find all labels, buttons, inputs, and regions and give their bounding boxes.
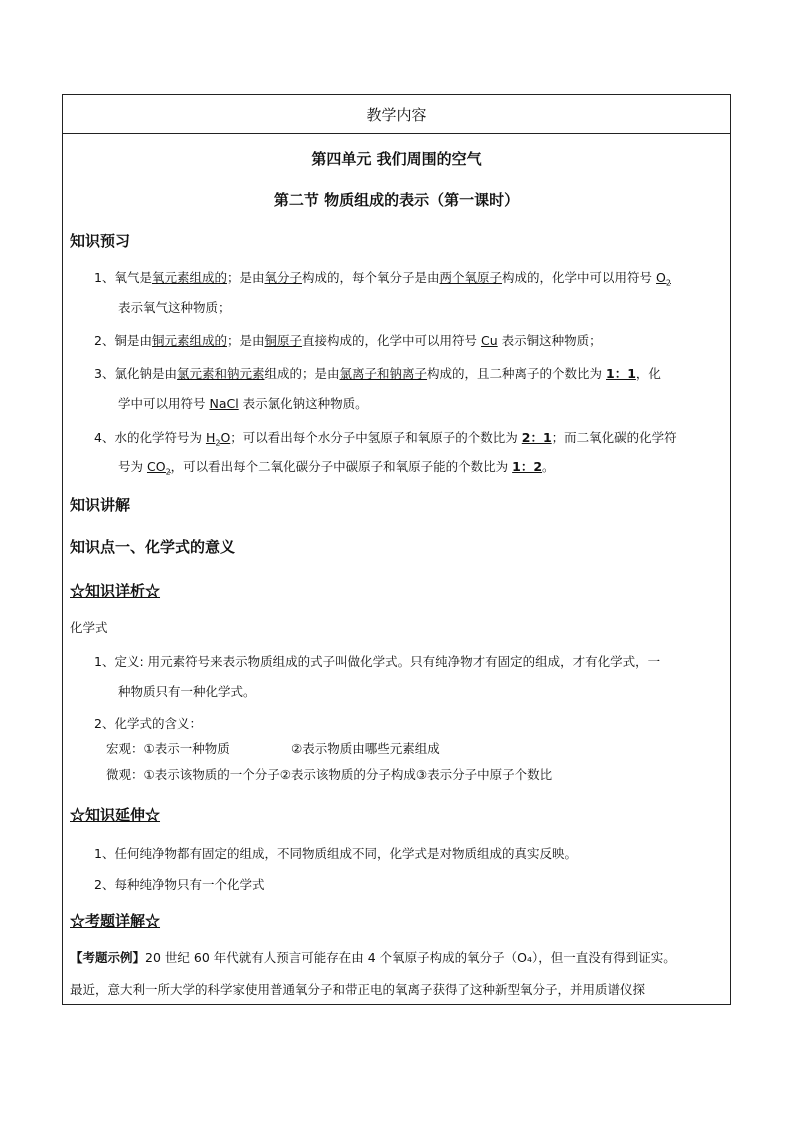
preview-item-1: 1、氧气是氧元素组成的；是由氧分子构成的，每个氧分子是由两个氧原子构成的，化学中可以用符号 $O_2$ xyxy=(94,270,671,288)
preview-item-1-line2: 表示氧气这种物质； xyxy=(118,300,231,315)
table-header: 教学内容 xyxy=(63,95,730,134)
extension-heading: ☆知识延伸☆ xyxy=(70,806,161,824)
co2-symbol: $CO_2$ xyxy=(146,459,171,477)
preview-heading: 知识预习 xyxy=(70,232,131,250)
analysis-label: 化学式 xyxy=(70,620,108,635)
preview-item-3-line2: 学中可以用符号 NaCl 表示氯化钠这种物质。 xyxy=(118,396,368,411)
preview-item-3: 3、氯化钠是由氯元素和钠元素组成的；是由氯离子和钠离子构成的，且二种离子的个数比为 1：1，化 xyxy=(94,366,661,381)
o2-symbol: $O_2$ xyxy=(656,270,671,288)
lesson-table xyxy=(62,94,731,1005)
exam-line-1: 【考题示例】20 世纪 60 年代就有人预言可能存在由 4 个氧原子构成的氧分子（O₄），但一直没有得到证实。 xyxy=(70,950,676,965)
point1-heading: 知识点一、化学式的意义 xyxy=(70,538,236,556)
definition-line-1: 1、定义: 用元素符号来表示物质组成的式子叫做化学式。只有纯净物才有固定的组成，才有化学式，一 xyxy=(94,654,661,669)
extension-item-1: 1、任何纯净物都有固定的组成，不同物质组成不同，化学式是对物质组成的真实反映。 xyxy=(94,846,577,861)
h2o-symbol: $H_2O$ xyxy=(205,430,231,448)
preview-item-2: 2、铜是由铜元素组成的；是由铜原子直接构成的，化学中可以用符号 Cu 表示铜这种物质； xyxy=(94,333,602,348)
definition-line-2: 种物质只有一种化学式。 xyxy=(118,684,256,699)
exam-heading: ☆考题详解☆ xyxy=(70,912,161,930)
meaning-macro-2: ②表示物质由哪些元素组成 xyxy=(291,741,440,756)
lecture-heading: 知识讲解 xyxy=(70,496,131,514)
unit-title: 第四单元 我们周围的空气 xyxy=(311,150,482,168)
meaning-title: 2、化学式的含义： xyxy=(94,716,202,731)
preview-item-4: 4、水的化学符号为 $H_2O$；可以看出每个水分子中氢原子和氧原子的个数比为 2：1；而二氧化碳的化学符 xyxy=(94,430,677,448)
preview-item-4-line2: 号为 $CO_2$，可以看出每个二氧化碳分子中碳原子和氧原子能的个数比为 1：2。 xyxy=(118,459,555,477)
section-title: 第二节 物质组成的表示（第一课时） xyxy=(273,191,520,209)
meaning-micro: 微观：①表示该物质的一个分子②表示该物质的分子构成③表示分子中原子个数比 xyxy=(106,767,553,782)
extension-item-2: 2、每种纯净物只有一个化学式 xyxy=(94,877,265,892)
analysis-heading: ☆知识详析☆ xyxy=(70,582,161,600)
meaning-macro: 宏观：①表示一种物质 xyxy=(106,741,230,756)
exam-line-2: 最近，意大利一所大学的科学家使用普通氧分子和带正电的氧离子获得了这种新型氧分子，并用质谱仪探 xyxy=(70,982,646,997)
